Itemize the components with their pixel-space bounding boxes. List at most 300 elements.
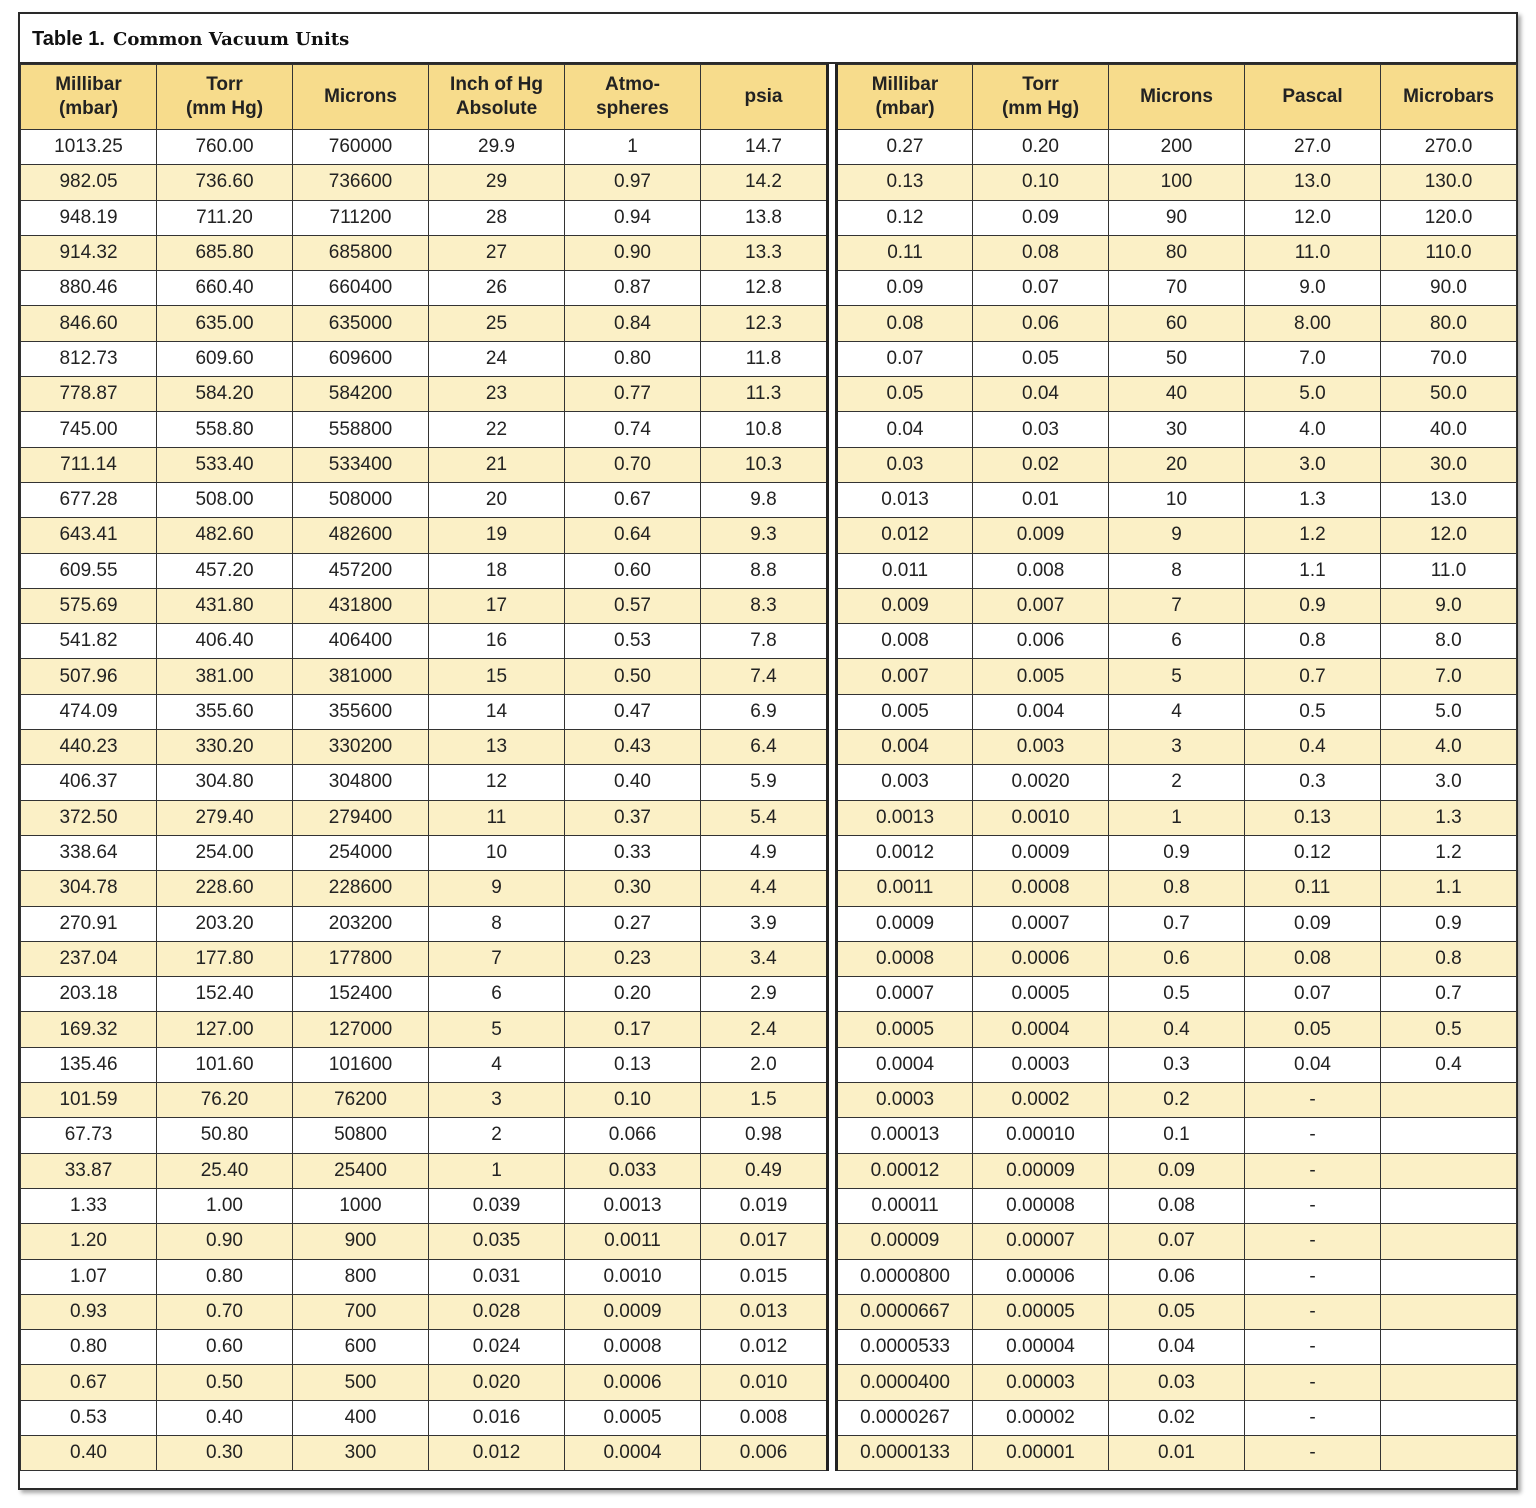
table-cell: 0.4 [1109, 1012, 1245, 1047]
table-cell: 745.00 [21, 412, 157, 447]
table-row [21, 518, 1517, 553]
table-cell: 0.00006 [973, 1259, 1109, 1294]
table-cell: 846.60 [21, 306, 157, 341]
table-cell: 575.69 [21, 588, 157, 623]
table-cell: 0.17 [565, 1012, 701, 1047]
table-cell: 0.94 [565, 200, 701, 235]
table-row [21, 977, 1517, 1012]
table-row [21, 730, 1517, 765]
table-cell: 0.08 [837, 306, 973, 341]
column-header [429, 65, 565, 130]
table-cell: 0.08 [1109, 1188, 1245, 1223]
table-cell: 609600 [293, 341, 429, 376]
column-header-line: Pascal [1282, 86, 1343, 107]
table-cell: 1.1 [1245, 553, 1381, 588]
table-cell: 900 [293, 1224, 429, 1259]
table-cell: 0.67 [565, 482, 701, 517]
table-cell: 0.0007 [973, 906, 1109, 941]
table-cell: 0.0009 [973, 835, 1109, 870]
table-cell: 279.40 [157, 800, 293, 835]
table-cell: 0.3 [1245, 765, 1381, 800]
table-cell: 0.64 [565, 518, 701, 553]
table-cell: 660400 [293, 271, 429, 306]
table-cell: 0.7 [1245, 659, 1381, 694]
table-row [21, 553, 1517, 588]
table-cell: 304.78 [21, 871, 157, 906]
table-caption-label: Table 1. [32, 28, 105, 50]
column-group-divider [828, 977, 837, 1012]
table-cell: 643.41 [21, 518, 157, 553]
table-cell: 3.0 [1245, 447, 1381, 482]
table-cell: 0.01 [973, 482, 1109, 517]
table-cell: 431800 [293, 588, 429, 623]
table-cell: 0.20 [565, 977, 701, 1012]
column-group-divider [828, 624, 837, 659]
table-cell: 0.0012 [837, 835, 973, 870]
table-cell: 0.11 [837, 235, 973, 270]
table-row [21, 271, 1517, 306]
table-row [21, 1153, 1517, 1188]
column-group-divider [828, 1365, 837, 1400]
table-row [21, 1224, 1517, 1259]
column-group-divider [828, 65, 837, 130]
table-cell: 0.013 [837, 482, 973, 517]
table-cell: 760.00 [157, 130, 293, 165]
table-cell: 0.0000533 [837, 1330, 973, 1365]
table-row [21, 1365, 1517, 1400]
table-cell: 948.19 [21, 200, 157, 235]
table-cell: 0.37 [565, 800, 701, 835]
table-cell: 11.0 [1245, 235, 1381, 270]
table-row [21, 1259, 1517, 1294]
table-cell: 0.0000400 [837, 1365, 973, 1400]
table-cell: 800 [293, 1259, 429, 1294]
table-cell [1381, 1330, 1517, 1365]
table-cell: 609.55 [21, 553, 157, 588]
table-cell: 0.05 [1109, 1294, 1245, 1329]
table-row [21, 1400, 1517, 1435]
table-cell: 40 [1109, 377, 1245, 412]
table-cell: 203.20 [157, 906, 293, 941]
table-cell: 0.0011 [565, 1224, 701, 1259]
table-cell: - [1245, 1153, 1381, 1188]
column-group-divider [828, 835, 837, 870]
table-cell: 0.0011 [837, 871, 973, 906]
column-group-divider [828, 1435, 837, 1470]
table-cell: 100 [1109, 165, 1245, 200]
table-cell [1381, 1083, 1517, 1118]
table-cell: 0.1 [1109, 1118, 1245, 1153]
table-cell: 0.84 [565, 306, 701, 341]
table-row [21, 941, 1517, 976]
table-cell: 203200 [293, 906, 429, 941]
column-header [21, 65, 157, 130]
table-cell: 25400 [293, 1153, 429, 1188]
column-group-divider [828, 1224, 837, 1259]
table-cell: 0.028 [429, 1294, 565, 1329]
table-cell: 9.0 [1245, 271, 1381, 306]
table-row [21, 341, 1517, 376]
table-cell: 6 [1109, 624, 1245, 659]
table-cell: 0.04 [1245, 1047, 1381, 1082]
table-cell: 0.87 [565, 271, 701, 306]
column-group-divider [828, 871, 837, 906]
column-header-line: (mbar) [58, 98, 119, 119]
table-cell: 0.017 [701, 1224, 828, 1259]
table-cell: 80 [1109, 235, 1245, 270]
table-cell [1381, 1259, 1517, 1294]
table-cell: 0.00005 [973, 1294, 1109, 1329]
table-cell: 279400 [293, 800, 429, 835]
table-cell: - [1245, 1365, 1381, 1400]
column-header-line: Microns [324, 86, 397, 107]
table-cell: 40.0 [1381, 412, 1517, 447]
table-cell: 14 [429, 694, 565, 729]
table-cell: 0.53 [565, 624, 701, 659]
column-header-line: Millibar [871, 74, 939, 95]
table-cell: 0.97 [565, 165, 701, 200]
column-header-line: Microns [1140, 86, 1213, 107]
table-cell: - [1245, 1118, 1381, 1153]
table-cell: 0.0005 [565, 1400, 701, 1435]
table-cell: 736600 [293, 165, 429, 200]
table-cell: 9.8 [701, 482, 828, 517]
table-cell: 1.1 [1381, 871, 1517, 906]
table-cell: 711.20 [157, 200, 293, 235]
column-group-divider [828, 1400, 837, 1435]
table-cell: 20 [1109, 447, 1245, 482]
table-cell [1381, 1224, 1517, 1259]
table-cell: 0.008 [973, 553, 1109, 588]
table-cell: 0.007 [837, 659, 973, 694]
table-cell: 0.77 [565, 377, 701, 412]
table-cell: 304.80 [157, 765, 293, 800]
table-cell: 0.70 [157, 1294, 293, 1329]
column-group-divider [828, 165, 837, 200]
table-cell: 982.05 [21, 165, 157, 200]
table-cell: 10 [429, 835, 565, 870]
column-header-line: Microbars [1403, 86, 1494, 107]
table-cell: 23 [429, 377, 565, 412]
table-cell: - [1245, 1294, 1381, 1329]
table-cell: 400 [293, 1400, 429, 1435]
table-cell: 0.0010 [973, 800, 1109, 835]
column-group-divider [828, 1153, 837, 1188]
table-cell: 372.50 [21, 800, 157, 835]
table-cell: 0.8 [1381, 941, 1517, 976]
table-cell: 0.9 [1109, 835, 1245, 870]
table-cell: 0.0004 [565, 1435, 701, 1470]
table-cell: 381000 [293, 659, 429, 694]
table-cell: 0.00001 [973, 1435, 1109, 1470]
table-row [21, 659, 1517, 694]
table-cell: 0.13 [1245, 800, 1381, 835]
table-row [21, 482, 1517, 517]
table-cell: 7.0 [1381, 659, 1517, 694]
column-header-line: psia [744, 86, 783, 107]
table-cell: 0.0003 [973, 1047, 1109, 1082]
table-cell: 11.8 [701, 341, 828, 376]
table-cell: 381.00 [157, 659, 293, 694]
table-row [21, 1435, 1517, 1470]
table-cell: 0.47 [565, 694, 701, 729]
table-cell: 0.012 [837, 518, 973, 553]
table-cell: 0.20 [973, 130, 1109, 165]
table-row [21, 447, 1517, 482]
table-cell: 0.07 [973, 271, 1109, 306]
table-cell: 0.0000667 [837, 1294, 973, 1329]
table-cell: 0.004 [837, 730, 973, 765]
column-group-divider [828, 800, 837, 835]
table-cell: 4.0 [1381, 730, 1517, 765]
table-cell: 482600 [293, 518, 429, 553]
table-cell: 24 [429, 341, 565, 376]
table-cell: 0.30 [565, 871, 701, 906]
table-cell [1381, 1118, 1517, 1153]
table-cell: 270.0 [1381, 130, 1517, 165]
table-cell: 0.2 [1109, 1083, 1245, 1118]
table-cell: 0.13 [837, 165, 973, 200]
table-cell: 508.00 [157, 482, 293, 517]
table-cell: 0.010 [701, 1365, 828, 1400]
table-cell: 0.019 [701, 1188, 828, 1223]
table-cell: 27 [429, 235, 565, 270]
table-cell: 29 [429, 165, 565, 200]
table-cell: - [1245, 1188, 1381, 1223]
table-row [21, 624, 1517, 659]
table-cell: 7 [429, 941, 565, 976]
table-cell: 0.012 [701, 1330, 828, 1365]
table-cell: 8 [429, 906, 565, 941]
table-cell: 135.46 [21, 1047, 157, 1082]
table-cell: 13 [429, 730, 565, 765]
table-cell: 660.40 [157, 271, 293, 306]
column-group-divider [828, 553, 837, 588]
table-cell: 0.00004 [973, 1330, 1109, 1365]
table-cell: 13.8 [701, 200, 828, 235]
table-cell: - [1245, 1330, 1381, 1365]
table-cell: 711200 [293, 200, 429, 235]
header-row [21, 65, 1517, 130]
table-cell: 254000 [293, 835, 429, 870]
table-cell: 76200 [293, 1083, 429, 1118]
table-cell: 0.4 [1245, 730, 1381, 765]
table-cell: 584200 [293, 377, 429, 412]
table-cell: 50800 [293, 1118, 429, 1153]
table-cell [1381, 1435, 1517, 1470]
table-cell: 1 [429, 1153, 565, 1188]
table-cell: 2.0 [701, 1047, 828, 1082]
table-cell: 11 [429, 800, 565, 835]
table-cell: 0.40 [21, 1435, 157, 1470]
table-cell: 482.60 [157, 518, 293, 553]
table-cell: 130.0 [1381, 165, 1517, 200]
table-cell: 8.0 [1381, 624, 1517, 659]
table-cell: 914.32 [21, 235, 157, 270]
table-row [21, 871, 1517, 906]
table-cell: 355.60 [157, 694, 293, 729]
table-cell: 1.3 [1245, 482, 1381, 517]
table-cell: 558800 [293, 412, 429, 447]
table-cell: 1.33 [21, 1188, 157, 1223]
column-header [565, 65, 701, 130]
column-group-divider [828, 271, 837, 306]
table-cell: 0.80 [565, 341, 701, 376]
table-cell: 200 [1109, 130, 1245, 165]
table-cell: 0.0007 [837, 977, 973, 1012]
vacuum-units-table-frame [18, 12, 1518, 1490]
table-cell: 0.0000800 [837, 1259, 973, 1294]
table-cell: 0.50 [157, 1365, 293, 1400]
table-cell: 700 [293, 1294, 429, 1329]
table-cell: 0.024 [429, 1330, 565, 1365]
table-cell: 4.0 [1245, 412, 1381, 447]
table-cell: 152.40 [157, 977, 293, 1012]
table-cell: 4.4 [701, 871, 828, 906]
table-cell: 0.10 [565, 1083, 701, 1118]
table-cell: 0.09 [973, 200, 1109, 235]
table-cell: 0.27 [837, 130, 973, 165]
column-group-divider [828, 235, 837, 270]
table-cell: 80.0 [1381, 306, 1517, 341]
table-cell: 0.04 [837, 412, 973, 447]
table-cell: 0.80 [157, 1259, 293, 1294]
table-cell: 0.80 [21, 1330, 157, 1365]
table-cell: 7.8 [701, 624, 828, 659]
table-cell: 760000 [293, 130, 429, 165]
table-cell: 0.60 [157, 1330, 293, 1365]
table-cell: 3 [429, 1083, 565, 1118]
column-header-line: spheres [596, 98, 669, 119]
table-cell: 50.0 [1381, 377, 1517, 412]
table-cell [1381, 1153, 1517, 1188]
table-cell: 9 [1109, 518, 1245, 553]
table-cell: 90 [1109, 200, 1245, 235]
table-cell: 0.039 [429, 1188, 565, 1223]
table-cell: 0.07 [1109, 1224, 1245, 1259]
table-cell: 254.00 [157, 835, 293, 870]
table-cell: 70.0 [1381, 341, 1517, 376]
table-cell: 3 [1109, 730, 1245, 765]
table-cell: 0.0013 [837, 800, 973, 835]
table-cell: 0.004 [973, 694, 1109, 729]
table-row [21, 306, 1517, 341]
column-group-divider [828, 694, 837, 729]
table-cell: 0.30 [157, 1435, 293, 1470]
table-cell: 0.4 [1381, 1047, 1517, 1082]
table-cell: 237.04 [21, 941, 157, 976]
table-cell: 33.87 [21, 1153, 157, 1188]
table-cell: 5 [429, 1012, 565, 1047]
table-cell: 12.0 [1245, 200, 1381, 235]
table-cell: 355600 [293, 694, 429, 729]
table-cell: 685.80 [157, 235, 293, 270]
table-cell: 0.98 [701, 1118, 828, 1153]
table-cell: 127.00 [157, 1012, 293, 1047]
table-cell: 0.0013 [565, 1188, 701, 1223]
table-cell: 20 [429, 482, 565, 517]
table-row [21, 906, 1517, 941]
table-cell: 1.20 [21, 1224, 157, 1259]
column-header-line: Torr [1022, 74, 1059, 95]
table-cell: 0.0008 [565, 1330, 701, 1365]
table-cell: 0.011 [837, 553, 973, 588]
table-cell: 0.02 [1109, 1400, 1245, 1435]
table-row [21, 694, 1517, 729]
table-cell: 0.03 [973, 412, 1109, 447]
table-cell: 203.18 [21, 977, 157, 1012]
table-cell: 13.0 [1381, 482, 1517, 517]
table-cell: 9.0 [1381, 588, 1517, 623]
table-cell: 1000 [293, 1188, 429, 1223]
table-cell: 0.06 [1109, 1259, 1245, 1294]
table-cell: 60 [1109, 306, 1245, 341]
table-cell: 76.20 [157, 1083, 293, 1118]
table-cell: 0.05 [837, 377, 973, 412]
table-cell: 67.73 [21, 1118, 157, 1153]
column-header [973, 65, 1109, 130]
table-cell: 0.90 [157, 1224, 293, 1259]
table-caption [20, 14, 1516, 64]
table-cell: 1.00 [157, 1188, 293, 1223]
table-cell: 0.3 [1109, 1047, 1245, 1082]
column-header-line: (mbar) [875, 98, 935, 119]
table-cell: 2.9 [701, 977, 828, 1012]
table-cell: 1.2 [1245, 518, 1381, 553]
column-group-divider [828, 1047, 837, 1082]
table-cell: 12.3 [701, 306, 828, 341]
table-cell: 25.40 [157, 1153, 293, 1188]
table-cell: 110.0 [1381, 235, 1517, 270]
table-cell: 7.4 [701, 659, 828, 694]
table-cell: 0.0000267 [837, 1400, 973, 1435]
table-cell: 0.07 [837, 341, 973, 376]
table-cell: 0.10 [973, 165, 1109, 200]
table-cell: 0.031 [429, 1259, 565, 1294]
table-cell: 0.035 [429, 1224, 565, 1259]
table-cell: 0.93 [21, 1294, 157, 1329]
table-body [21, 130, 1517, 1471]
column-header-line: (mm Hg) [1001, 98, 1080, 119]
table-cell: 0.007 [973, 588, 1109, 623]
table-row [21, 412, 1517, 447]
table-cell: 0.8 [1245, 624, 1381, 659]
table-cell: 101600 [293, 1047, 429, 1082]
table-cell: 19 [429, 518, 565, 553]
table-cell: 0.00010 [973, 1118, 1109, 1153]
table-cell: 778.87 [21, 377, 157, 412]
table-cell: 0.7 [1109, 906, 1245, 941]
table-cell: 330.20 [157, 730, 293, 765]
table-cell: 457200 [293, 553, 429, 588]
table-cell: 0.012 [429, 1435, 565, 1470]
table-cell: 0.08 [1245, 941, 1381, 976]
table-cell: 7.0 [1245, 341, 1381, 376]
table-cell: 10.3 [701, 447, 828, 482]
table-cell: 14.7 [701, 130, 828, 165]
table-cell: 5.0 [1381, 694, 1517, 729]
column-header-line: Inch of Hg [450, 74, 543, 95]
column-group-divider [828, 1188, 837, 1223]
table-cell: 29.9 [429, 130, 565, 165]
table-cell: 3.9 [701, 906, 828, 941]
table-cell: 0.00008 [973, 1188, 1109, 1223]
table-cell: 6 [429, 977, 565, 1012]
table-cell: - [1245, 1224, 1381, 1259]
column-group-divider [828, 588, 837, 623]
column-group-divider [828, 341, 837, 376]
table-cell: 1.2 [1381, 835, 1517, 870]
